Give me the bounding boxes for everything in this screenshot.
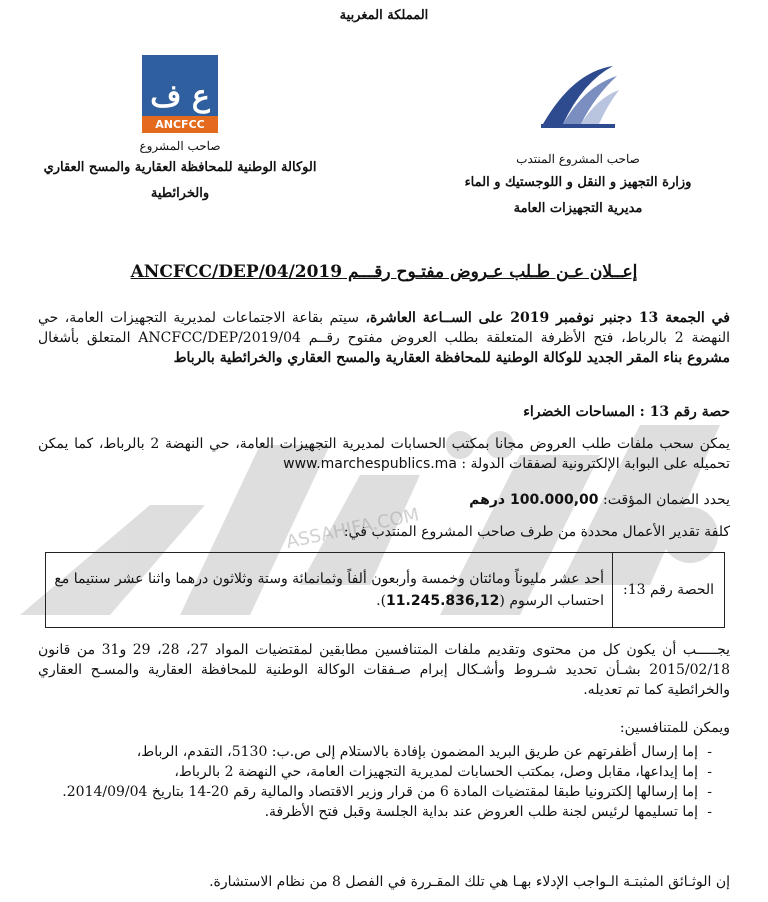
opening-date: في الجمعة 13 دجنبر نوفمبر 2019 على الســاعة العاشرة،: [365, 310, 730, 326]
agency-block: [20, 55, 340, 205]
kingdom-heading: المملكة المغربية: [339, 8, 429, 23]
conformity-paragraph: يجـــــب أن يكون كل من محتوى وتقديم ملفات المتنافسين مطابقين لمقتضيات المواد 27، 28، 29 و31 من قانون 2015/02/18 بشـأن تحديد شـروط وأشـكال إبرام صـفقات الوكالة الوطنية للمحافظة العقارية والمسـح العقاري والخرائطية كما تم تعديله.: [38, 642, 731, 698]
guarantee-line: [38, 490, 730, 510]
lot-amount-close: ).: [376, 593, 387, 609]
guarantee-label: يحدد الضمان المؤقت:: [598, 492, 730, 508]
guarantee-amount: 100.000,00 درهم: [469, 492, 599, 508]
lot-amount-value: 11.245.836,12: [386, 593, 500, 609]
list-item: - إما تسليمها لرئيس لجنة طلب العروض عند بداية الجلسة وقبل فتح الأظرفة.: [38, 802, 712, 822]
lot-estimate-table: [45, 552, 725, 628]
project-name: مشروع بناء المقر الجديد للوكالة الوطنية للمحافظة العقارية والمسح العقاري والخرائطية بالرباط: [173, 350, 730, 366]
lot-amount-text: أحد عشر مليوناً ومائتان وخمسة وأربعون ألفاً وثمانمائة وستة وثلاثون درهما واثنا عشر سنتيما مع احتساب الرسوم (: [54, 571, 604, 609]
intro-text: سيتم بقاعة الاجتماعات لمديرية التجهيزات العامة، حي النهضة 2 بالرباط، فتح الأظرفة المتعلقة بطلب العروض مفتوح رقــم ANCFCC/DEP/2019/04 المتعلق بأشغال: [38, 310, 730, 346]
ministry-block: [408, 62, 748, 220]
lot-heading: حصة رقم 13 : المساحات الخضراء: [523, 404, 730, 420]
announcement-title: إعــلان عـن طـلب عـروض مفتـوح رقـــم 04/2019/ANCFCC/DEP: [130, 262, 638, 282]
lot-label-cell: الحصة رقم 13:: [613, 553, 725, 628]
agency-name-line2: والخرائطية: [150, 186, 210, 201]
list-item: - إما إيداعها، مقابل وصل، بمكتب الحسابات لمديرية التجهيزات العامة، حي النهضة 2 بالرباط،: [38, 762, 712, 782]
options-intro: ويمكن للمتنافسين:: [619, 720, 730, 736]
options-list: [38, 742, 730, 822]
dossier-text: يمكن سحب ملفات طلب العروض مجانا بمكتب الحسابات لمديرية التجهيزات العامة، حي النهضة 2 بالرباط، كما يمكن تحميله على البوابة الإلكترونية لصفقات الدولة :: [38, 436, 730, 472]
options-block: [38, 742, 730, 822]
estimate-intro: كلفة تقدير الأعمال محددة من طرف صاحب المشروع المنتدب في:: [343, 524, 730, 540]
agency-logo-mark-icon: ع ف: [150, 79, 210, 114]
agency-logo: [142, 55, 218, 133]
list-item: - إما إرسال أظفرتهم عن طريق البريد المضمون بإفادة بالاستلام إلى ص.ب: 5130، التقدم، الرباط،: [38, 742, 712, 762]
list-item: - إما إرسالها إلكترونيا طبقا لمقتضيات المادة 6 من قرار وزير الاقتصاد والمالية رقم 20-14 بتاريخ 2014/09/04.: [38, 782, 712, 802]
ministry-owner-label: صاحب المشروع المنتدب: [516, 152, 640, 166]
closing-paragraph: إن الوثـائق المثبتـة الـواجب الإدلاء بهـا هي تلك المقـررة في الفصل 8 من نظام الاستشارة.: [209, 874, 730, 890]
agency-owner-label: صاحب المشروع: [139, 139, 221, 153]
agency-name-line1: الوكالة الوطنية للمحافظة العقارية والمسح العقاري: [43, 160, 317, 175]
ministry-logo-icon: [533, 62, 623, 134]
agency-logo-text: ANCFCC: [142, 116, 218, 133]
watermark-small-text: ASSAHIFA.COM: [284, 504, 422, 554]
ministry-direction: مديرية التجهيزات العامة: [513, 201, 643, 216]
portal-link[interactable]: www.marchespublics.ma: [283, 456, 457, 472]
dossier-paragraph: [38, 434, 730, 474]
intro-paragraph: [38, 308, 730, 368]
table-row: [46, 553, 725, 628]
ministry-name: وزارة التجهيز و النقل و اللوجستيك و الماء: [464, 175, 692, 190]
lot-amount-cell: [46, 553, 613, 628]
